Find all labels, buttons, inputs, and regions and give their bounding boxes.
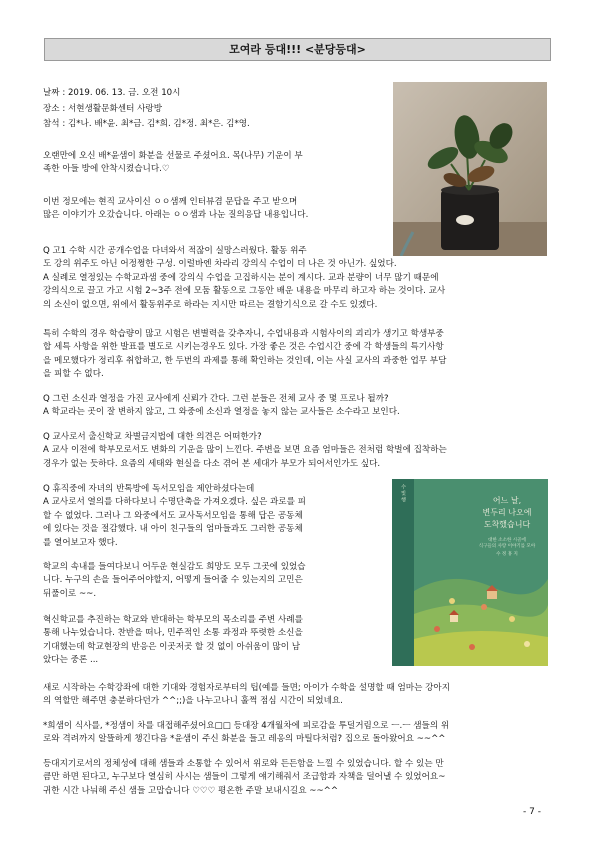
meeting-place: 장소 : 서현생활문화센터 사랑방 — [43, 103, 163, 114]
meta-block — [43, 86, 250, 133]
innovation-school-paragraph: 혁신학교를 추진하는 학교와 반대하는 학부모의 목소리를 주변 사례를 통해 나누었습니다. 찬반을 떠나, 민주적인 소통 과정과 뚜렷한 소신을 기대했는데 학교현장의 반응은 이곳저곳 할 것 없이 아쉬움이 많이 남 았다는 중론 ... — [43, 615, 303, 666]
qa-school-discrimination: Q 교사로서 출신학교 차별금지법에 대한 의견은 어떠한가? A 교사 이전에 학부모로서도 변화의 기운을 많이 느낀다. 주변을 보면 요즘 엄마들은 전처럼 학벌에 집착하는 경우가 없는 듯하다. 요즘의 세태와 현실을 다소 겪어 본 세대가 부모가 되어서인가도 싶다. — [43, 432, 447, 469]
intro-paragraph-2: 이번 정모에는 현직 교사이신 ㅇㅇ샘께 인터뷰겸 문답을 주고 받으며 많은 이야기가 오갔습니다. 아래는 ㅇㅇ샘과 나눈 질의응답 내용입니다. — [43, 197, 309, 221]
book-author: 수 정 홍 지 — [496, 552, 518, 557]
plant-illustration — [393, 82, 547, 256]
intro-paragraph-1: 오랜만에 오신 배*윤샘이 화분을 선물로 주셨어요. 목(나무) 기운이 부 족한 아들 방에 안착시켰습니다.♡ — [43, 151, 303, 175]
qa-reading-group: Q 휴직중에 자녀의 반톡방에 독서모임을 제안하셨다는데 A 교사로서 열의를 다하다보니 수명단축을 가져오겠다. 싶은 과로를 피 할 수 없었다. 그러나 그 와중에서도 교사독서모임을 통해 답은 공동체 에 있다는 것을 절감했다. 내 아이 친구들의 엄마들과도 그러한 공동체 를 열어보고자 했다. — [43, 484, 306, 548]
page-title: 모여라 등대!!! <분당등대> — [44, 38, 551, 61]
plant-pot-photo — [393, 82, 547, 256]
book-subtitle-line-1: 대한 소소한 시골에 — [488, 538, 526, 543]
book-title-line-2: 변두리 나오에 — [482, 508, 532, 517]
qa-public-class: Q 고1 수학 시간 공개수업을 다녀와서 적잖이 실망스러웠다. 활동 위주 도 강의 위주도 아닌 어정쩡한 구성. 이럴바엔 차라리 강의식 수업이 더 나은 것 아닌가. 싶었다. A 실례로 열정있는 수학교과샘 중에 강의식 수업을 고집하시는 분이 계시다. 교과 분량이 너무 많기 때문에 강의식으로 끌고 가고 시험 2~3주 전에 모둠 활동으로 그동안 배운 내용을 마무리 하고자 하는 것이다. 교사 의 소신이 없으면, 위에서 활동위주로 하라는 지시만 따르는 결함기식으로 갈 수도 있겠다. — [43, 246, 446, 310]
math-paragraph: 특히 수학의 경우 학습량이 많고 시험은 변별력을 갖추자니, 수업내용과 시험사이의 괴리가 생기고 학생부중 합 세특 사항을 위한 발표를 별도로 시키는경우도 있다. 가장 좋은 것은 수업시간 중에 각 학생들의 특기사항 을 메모했다가 정리후 취합하고, 한 두번의 과제를 통해 확인하는 것인데, 이는 사실 교사의 과중한 업무 부담 을 피할 수 없다. — [43, 329, 447, 380]
book-cover-image — [392, 479, 548, 666]
book-subtitle-line-2: 식구들의 사랑 이야기를 모아 — [478, 544, 536, 549]
qa-teacher-passion: Q 그런 소신과 열정을 가진 교사에게 신뢰가 간다. 그런 분들은 전체 교사 중 몇 프로나 될까? A 학교라는 곳이 잘 변하지 않고, 그 와중에 소신과 열정을 놓지 않는 교사들은 소수라고 보인다. — [43, 394, 400, 418]
book-title-line-1: 어느 날, — [492, 496, 522, 505]
lunch-paragraph: *희샘이 식사를, *정샘이 차를 대접해주셨어요□□ 등대장 4개월차에 피로감을 투덜거림으로 ㅡ.ㅡ 샘들의 위 로와 격려까지 알뜰하게 챙긴다음 *윤샘이 주신 화분을 들고 레옹의 마틸다처럼? 집으로 돌아왔어요 ~~^^ — [43, 721, 450, 745]
school-reality-paragraph: 학교의 속내를 들여다보니 어두운 현실감도 희망도 모두 그곳에 있었습 니다. 누구의 손을 들어주어야할지, 어떻게 들어줄 수 있는지의 고민은 뒤풀이로 ~~. — [43, 562, 306, 599]
meeting-date: 날짜 : 2019. 06. 13. 금. 오전 10시 — [43, 88, 181, 98]
meeting-attendees: 참석 : 김*나. 배*윤. 최*금. 김*희. 김*정. 최*은. 김*영. — [43, 119, 250, 129]
book-spine-text: 수 빛 행 — [400, 483, 406, 503]
page-number: - 7 - — [523, 807, 541, 817]
closing-paragraph: 등대지기로서의 정체성에 대해 샘들과 소통할 수 있어서 위로와 든든함을 느낄 수 있었습니다. 할 수 있는 만 큼만 하면 된다고, 누구보다 열심히 사시는 샘들이 그렇게 얘기해줘서 조급함과 자책을 덜어낼 수 있었어요~ 귀한 시간 나눠해 주신 샘들 고맙습니다 ♡♡♡ 평온한 주말 보내시길요 ~~^^ — [43, 759, 446, 796]
math-course-paragraph: 새로 시작하는 수학강좌에 대한 기대와 경험자로부터의 팁(예를 들면; 아이가 수학을 설명할 때 엄마는 강아지 의 역할만 해주면 충분하다던가 ^^;;)을 나누고나니 훌쩍 점심 시간이 되었네요. — [43, 683, 451, 707]
book-title-line-3: 도착했습니다 — [483, 520, 531, 529]
